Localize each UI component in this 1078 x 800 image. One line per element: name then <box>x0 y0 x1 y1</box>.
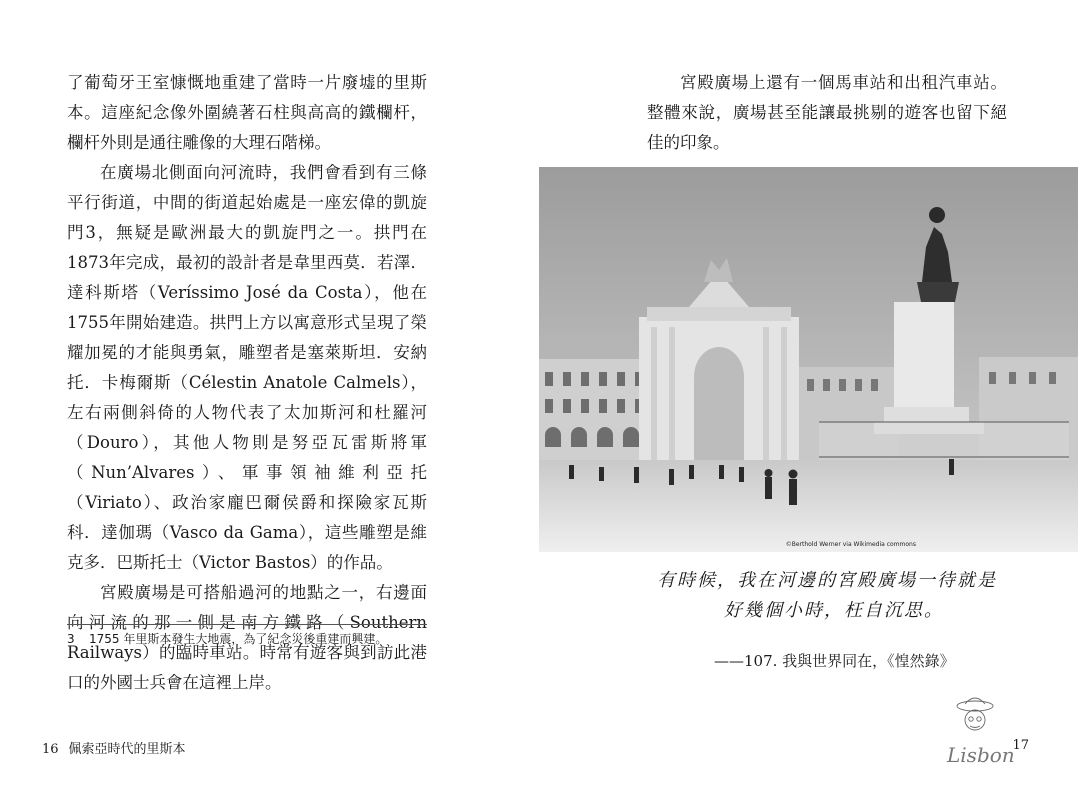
footnote-divider <box>67 624 427 625</box>
left-folio <box>42 738 186 757</box>
quote-line-2: 好幾個小時，枉自沉思。 <box>724 600 944 621</box>
lisbon-sketch-signature <box>939 692 1049 776</box>
photo-illustration <box>539 167 1078 552</box>
footnote-number: 3 <box>67 632 75 646</box>
commerce-square-photo <box>539 167 1078 552</box>
quote-attribution: ——107. 我與世界同在，《惶然錄》 <box>714 652 955 670</box>
footnote-text: 1755 年里斯本發生大地震，為了紀念災後重建而興建。 <box>89 632 388 646</box>
page-number: 16 <box>42 742 59 757</box>
paragraph: 宮殿廣場是可搭船過河的地點之一，右邊面向河流的那一側是南方鐵路（Southern Railways）的臨時車站。時常有遊客與到訪此港口的外國士兵會在這裡上岸。 <box>67 583 427 692</box>
hat-face-sketch-icon <box>939 692 1049 772</box>
handwritten-quote <box>649 566 1019 626</box>
paragraph: 在廣場北側面向河流時，我們會看到有三條平行街道，中間的街道起始處是一座宏偉的凱旋門3，無疑是歐洲最大的凱旋門之一。拱門在1873年完成，最初的設計者是韋里西莫．若澤．達科斯塔（Veríssimo José da Costa），他在1755年開始建造。拱門上方以寓意形式呈現了榮耀加冕的才能與勇氣，雕塑者是塞萊斯坦．安納托．卡梅爾斯（Célestin Anatole Calmels），左右兩側斜倚的人物代表了太加斯河和杜羅河（Douro），其他人物則是努亞瓦雷斯將軍（Nun’Alvares）、軍事領袖維利亞托（Viriato）、政治家龐巴爾侯爵和探險家瓦斯科．達伽瑪（Vasco da Gama），這些雕塑是維克多．巴斯托士（Victor Bastos）的作品。 <box>67 163 427 572</box>
right-page <box>539 0 1078 800</box>
footnote <box>67 630 427 648</box>
page-number: 17 <box>1012 738 1029 753</box>
quote-line-1: 有時候，我在河邊的宮殿廣場一待就是 <box>657 570 997 591</box>
paragraph: 宮殿廣場上還有一個馬車站和出租汽車站。整體來說，廣場甚至能讓最挑剔的遊客也留下絕佳的印象。 <box>647 73 1007 152</box>
right-body-text <box>647 68 1007 158</box>
running-title: 佩索亞時代的里斯本 <box>68 742 186 757</box>
signature-text: Lisbon <box>947 743 1015 767</box>
left-body-text <box>67 68 427 698</box>
right-folio <box>1012 738 1029 753</box>
photo-credit: ©Berthold Werner via Wikimedia commons <box>785 541 916 548</box>
paragraph: 了葡萄牙王室慷慨地重建了當時一片廢墟的里斯本。這座紀念像外圍繞著石柱與高高的鐵欄杆，欄杆外則是通往雕像的大理石階梯。 <box>67 73 427 152</box>
